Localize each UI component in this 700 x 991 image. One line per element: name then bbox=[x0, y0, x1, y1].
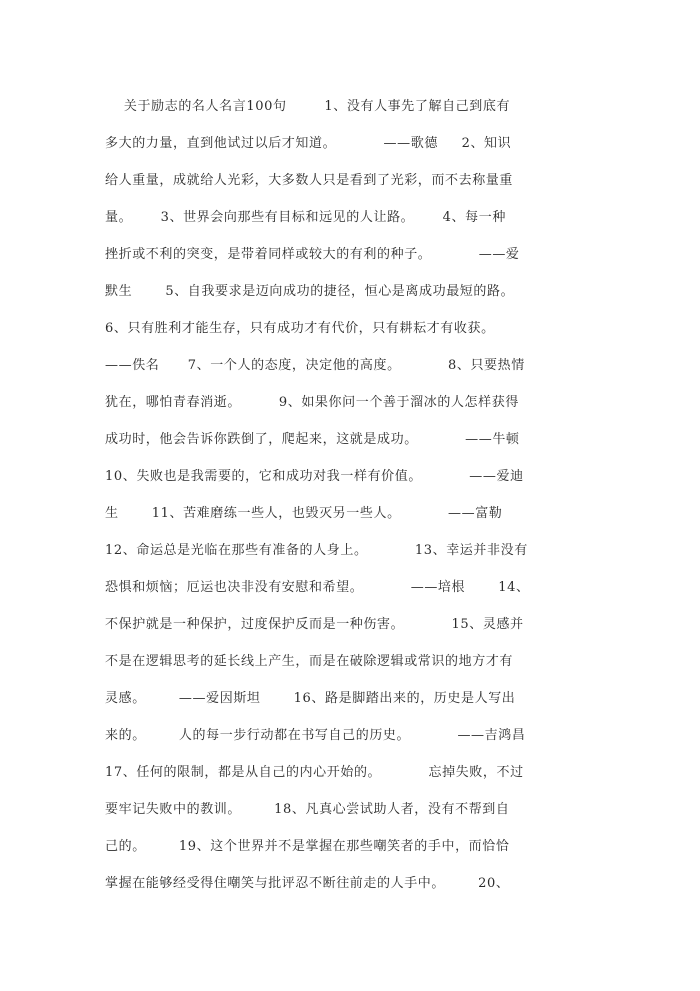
text-line: 10、失败也是我需要的，它和成功对我一样有价值。 ——爱迪 bbox=[105, 469, 524, 484]
text-line: 17、任何的限制，都是从自己的内心开始的。 忘掉失败，不过 bbox=[105, 765, 524, 780]
text-line: 挫折或不利的突变，是带着同样或较大的有利的种子。 ——爱 bbox=[105, 247, 520, 262]
text-line: 灵感。 ——爱因斯坦 16、路是脚踏出来的，历史是人写出 bbox=[105, 691, 516, 706]
text-line: 要牢记失败中的教训。 18、凡真心尝试助人者，没有不帮到自 bbox=[105, 802, 510, 817]
text-line: 不是在逻辑思考的延长线上产生，而是在破除逻辑或常识的地方才有 bbox=[105, 654, 514, 669]
text-line: 6、只有胜利才能生存，只有成功才有代价，只有耕耘才有收获。 bbox=[105, 321, 495, 336]
text-line: 犹在，哪怕青春消逝。 9、如果你问一个善于溜冰的人怎样获得 bbox=[105, 395, 519, 410]
text-line: 量。 3、世界会向那些有目标和远见的人让路。 4、每一种 bbox=[105, 210, 506, 225]
text-line: 不保护就是一种保护，过度保护反而是一种伤害。 15、灵感并 bbox=[105, 617, 524, 632]
text-line: 默生 5、自我要求是迈向成功的捷径，恒心是离成功最短的路。 bbox=[105, 284, 515, 299]
text-line: 关于励志的名人名言100句 1、没有人事先了解自己到底有 bbox=[105, 99, 511, 114]
text-line: 掌握在能够经受得住嘲笑与批评忍不断往前走的人手中。 20、 bbox=[105, 876, 510, 891]
text-line: 恐惧和烦恼；厄运也决非没有安慰和希望。 ——培根 14、 bbox=[105, 580, 530, 595]
text-line: 给人重量，成就给人光彩，大多数人只是看到了光彩，而不去称量重 bbox=[105, 173, 514, 188]
text-line: 来的。 人的每一步行动都在书写自己的历史。 ——吉鸿昌 bbox=[105, 728, 526, 743]
text-line: ——佚名 7、一个人的态度，决定他的高度。 8、只要热情 bbox=[105, 358, 525, 373]
text-line: 成功时，他会告诉你跌倒了，爬起来，这就是成功。 ——牛顿 bbox=[105, 432, 520, 447]
text-line: 生 11、苦难磨练一些人，也毁灭另一些人。 ——富勒 bbox=[105, 506, 503, 521]
text-line: 多大的力量，直到他试过以后才知道。 ——歌德 2、知识 bbox=[105, 136, 512, 151]
text-line: 己的。 19、这个世界并不是掌握在那些嘲笑者的手中，而恰恰 bbox=[105, 839, 510, 854]
text-line: 12、命运总是光临在那些有准备的人身上。 13、幸运并非没有 bbox=[105, 543, 528, 558]
document-body bbox=[105, 88, 577, 902]
